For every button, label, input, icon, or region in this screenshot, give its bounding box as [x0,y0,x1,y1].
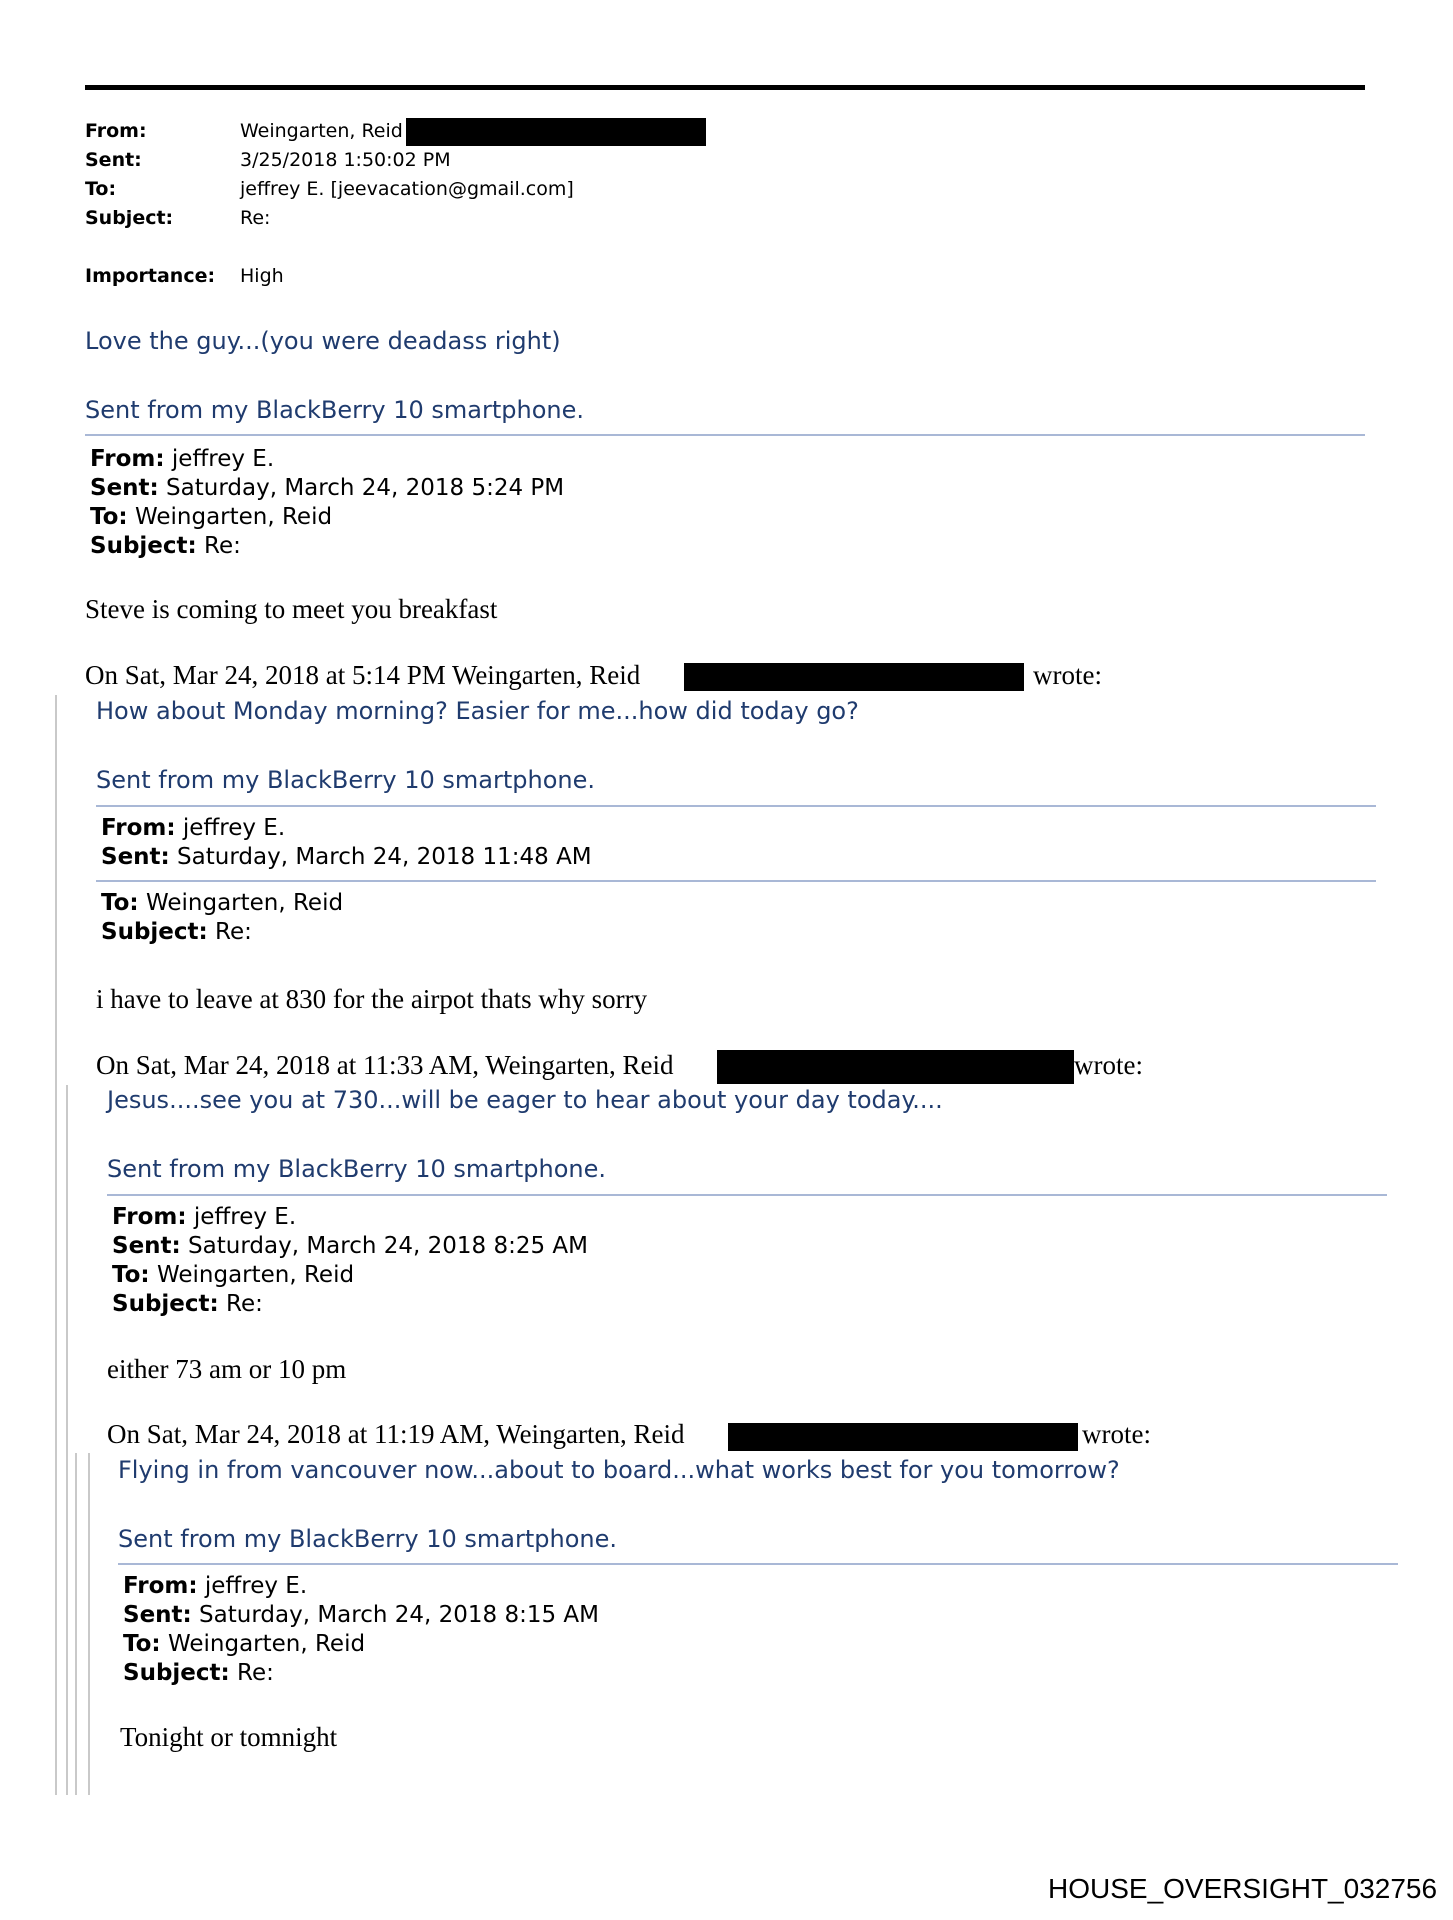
bates-number: HOUSE_OVERSIGHT_032756 [1048,1873,1438,1904]
sent-label: Sent: [123,1602,192,1628]
from-label: From: [112,1204,187,1230]
to-label: To: [112,1262,150,1288]
top-rule [85,85,1365,90]
to-label: To: [101,890,139,916]
sent-label: Sent: [90,475,159,501]
redaction-box [717,1050,1074,1084]
from-label: From: [123,1573,198,1599]
sent-value: Saturday, March 24, 2018 8:25 AM [188,1233,589,1259]
message-body: Tonight or tomnight [120,1722,338,1752]
signature: Sent from my BlackBerry 10 smartphone. [96,766,596,794]
message-body: Love the guy...(you were deadass right) [85,327,561,355]
sent-value: Saturday, March 24, 2018 5:24 PM [166,475,565,501]
redaction-box [406,118,706,146]
from-label: From: [101,815,176,841]
subject-value: Re: [204,533,241,559]
from-value: jeffrey E. [193,1204,297,1230]
subject-value: Re: [240,207,271,229]
to-label: To: [123,1631,161,1657]
sent-value: Saturday, March 24, 2018 11:48 AM [177,844,592,870]
sent-value: Saturday, March 24, 2018 8:15 AM [199,1602,600,1628]
signature: Sent from my BlackBerry 10 smartphone. [107,1155,607,1183]
signature: Sent from my BlackBerry 10 smartphone. [85,396,585,424]
subject-value: Re: [215,919,252,945]
subject-label: Subject: [85,207,174,229]
signature: Sent from my BlackBerry 10 smartphone. [118,1525,618,1553]
quoted-header [112,1203,588,1319]
separator-rule [96,805,1376,807]
message-body: Steve is coming to meet you breakfast [85,594,498,624]
quoted-header [90,445,564,561]
to-value: jeffrey E. [jeevacation@gmail.com] [240,178,574,200]
redaction-box [684,663,1024,691]
quoted-header [101,814,592,872]
to-value: Weingarten, Reid [167,1631,366,1657]
to-value: Weingarten, Reid [145,890,344,916]
quote-bar [66,1085,68,1795]
message-body: Flying in from vancouver now...about to board...what works best for you tomorrow? [118,1456,1120,1484]
quote-attribution-suffix: wrote: [1074,1050,1143,1080]
message-body: i have to leave at 830 for the airpot thats why sorry [96,984,648,1014]
from-label: From: [90,446,165,472]
quote-bar [75,1453,77,1795]
sent-label: Sent: [85,149,142,171]
to-label: To: [85,178,117,200]
from-value: Weingarten, Reid [240,120,403,142]
subject-label: Subject: [112,1291,219,1317]
sent-label: Sent: [112,1233,181,1259]
quote-attribution-suffix: wrote: [1082,1419,1151,1449]
sent-label: Sent: [101,844,170,870]
separator-rule [118,1563,1398,1565]
importance-label: Importance: [85,265,216,287]
subject-label: Subject: [123,1660,230,1686]
separator-rule [96,880,1376,882]
message-body: How about Monday morning? Easier for me...how did today go? [96,697,859,725]
sent-value: 3/25/2018 1:50:02 PM [240,149,451,171]
quote-attribution: On Sat, Mar 24, 2018 at 11:19 AM, Weingarten, Reid [107,1419,685,1449]
to-label: To: [90,504,128,530]
quote-bar [55,695,57,1795]
quote-attribution-suffix: wrote: [1033,660,1102,690]
from-value: jeffrey E. [171,446,275,472]
subject-value: Re: [237,1660,274,1686]
message-body: either 73 am or 10 pm [107,1354,347,1384]
quote-attribution: On Sat, Mar 24, 2018 at 11:33 AM, Weingarten, Reid [96,1050,674,1080]
subject-value: Re: [226,1291,263,1317]
from-value: jeffrey E. [204,1573,308,1599]
separator-rule [107,1194,1387,1196]
to-value: Weingarten, Reid [156,1262,355,1288]
quoted-header [101,889,343,947]
to-value: Weingarten, Reid [134,504,333,530]
separator-rule [85,434,1365,436]
from-value: jeffrey E. [182,815,286,841]
quoted-header [123,1572,599,1688]
subject-label: Subject: [90,533,197,559]
message-body: Jesus....see you at 730...will be eager to hear about your day today.... [107,1086,943,1114]
importance-value: High [240,265,284,287]
subject-label: Subject: [101,919,208,945]
redaction-box [728,1423,1078,1451]
quote-attribution: On Sat, Mar 24, 2018 at 5:14 PM Weingarten, Reid [85,660,641,690]
from-label: From: [85,120,147,142]
quote-bar [88,1453,90,1795]
